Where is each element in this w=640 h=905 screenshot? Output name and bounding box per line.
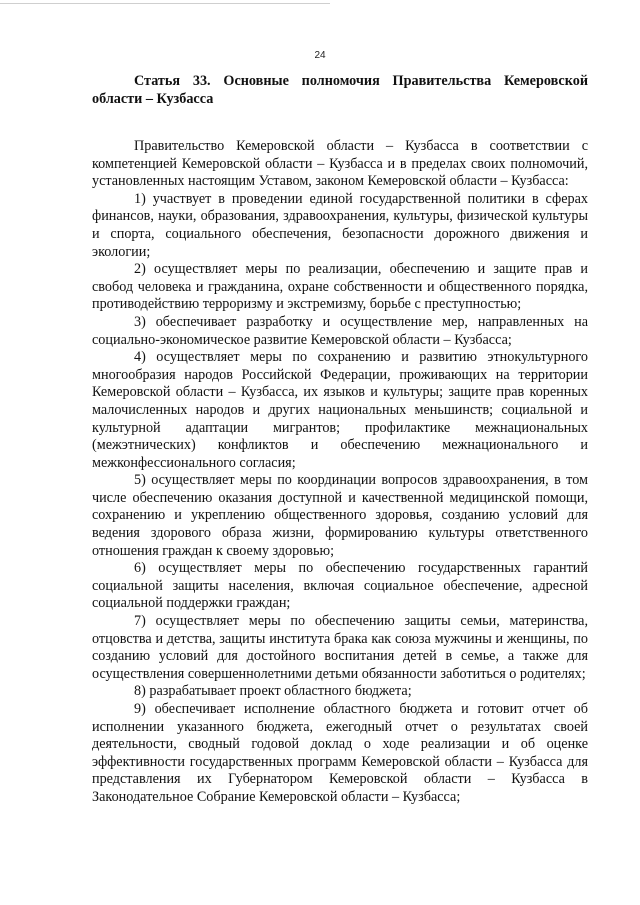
list-item-7: 7) осуществляет меры по обеспечению защиты семьи, материнства, отцовства и детства, защиты института брака как союза мужчины и женщины, по созданию условий для достойного воспитания детей в семье, а также для осуществления совершеннолетними детьми обязанности заботиться о родителях; <box>92 613 588 682</box>
document-body <box>92 72 588 807</box>
list-item-9: 9) обеспечивает исполнение областного бюджета и готовит отчет об исполнении указанного бюджета, ежегодный отчет о результатах своей деятельности, сводный годовой доклад о ходе реализации и об оценке эффективности государственных программ Кемеровской области – Кузбасса для представления их Губернатором Кемеровской области – Кузбасса в Законодательное Собрание Кемеровской области – Кузбасса; <box>92 701 588 805</box>
list-item-6: 6) осуществляет меры по обеспечению государственных гарантий социальной защиты населения, включая социальное обеспечение, адресной социальной поддержки граждан; <box>92 560 588 612</box>
list-item-4: 4) осуществляет меры по сохранению и развитию этнокультурного многообразия народов Российской Федерации, проживающих на территории Кемеровской области – Кузбасса, их языков и культуры; защите прав коренных малочисленных народов и других национальных меньшинств; социальной и культурной адаптации мигрантов; профилактике межнациональных (межэтнических) конфликтов и обеспечению межнационального и межконфессионального согласия; <box>92 349 588 471</box>
page-number: 24 <box>314 50 326 61</box>
article-intro: Правительство Кемеровской области – Кузбасса в соответствии с компетенцией Кемеровской области – Кузбасса и в пределах своих полномочий, установленных настоящим Уставом, законом Кемеровской области – Кузбасса: <box>92 138 588 190</box>
list-item-8: 8) разрабатывает проект областного бюджета; <box>134 683 412 700</box>
article-title: Статья 33. Основные полномочия Правительства Кемеровской области – Кузбасса <box>92 73 588 107</box>
list-item-2: 2) осуществляет меры по реализации, обеспечению и защите прав и свобод человека и гражданина, охране собственности и общественного порядка, противодействию терроризму и экстремизму, борьбе с преступностью; <box>92 261 588 313</box>
list-item-1: 1) участвует в проведении единой государственной политики в сферах финансов, науки, образования, здравоохранения, культуры, физической культуры и спорта, социального обеспечения, безопасности дорожного движения и экологии; <box>92 190 588 260</box>
list-item-5: 5) осуществляет меры по координации вопросов здравоохранения, в том числе обеспечению оказания доступной и качественной медицинской помощи, сохранению и укреплению общественного здоровья, созданию условий для ведения здорового образа жизни, формированию культуры ответственного отношения граждан к своему здоровью; <box>92 472 588 559</box>
list-item-3: 3) обеспечивает разработку и осуществление мер, направленных на социально-экономическое развитие Кемеровской области – Кузбасса; <box>92 313 588 348</box>
scan-edge-line <box>0 3 330 4</box>
